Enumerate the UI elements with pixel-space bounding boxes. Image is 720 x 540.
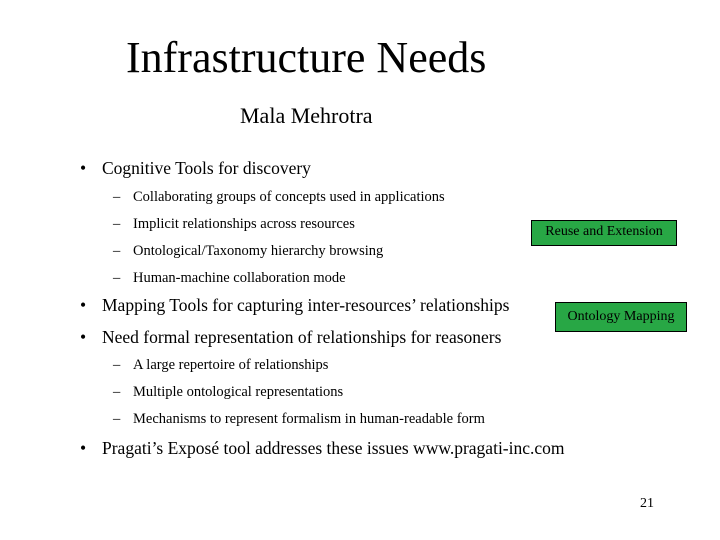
bullet-text: Need formal representation of relationships for reasoners [102, 327, 502, 347]
sub-item-text: Mechanisms to represent formalism in human-readable form [133, 411, 485, 427]
sub-item [113, 409, 485, 429]
bullet-item [80, 157, 311, 179]
dash-glyph: – [113, 243, 121, 259]
sub-item [113, 382, 344, 402]
bullet-item [80, 326, 502, 348]
sub-item [113, 355, 329, 375]
sub-item [113, 187, 445, 207]
sub-item [113, 214, 355, 234]
dash-glyph: – [113, 411, 121, 427]
bullet-text: Cognitive Tools for discovery [102, 158, 311, 178]
dash-glyph: – [113, 216, 121, 232]
bullet-item [80, 294, 510, 316]
bullet-glyph: • [80, 158, 87, 178]
slide-author: Mala Mehrotra [240, 103, 373, 128]
bullet-glyph: • [80, 295, 87, 315]
bullet-glyph: • [80, 438, 87, 458]
ontology-mapping-callout: Ontology Mapping [555, 302, 687, 332]
dash-glyph: – [113, 189, 121, 205]
sub-item-text: A large repertoire of relationships [133, 357, 329, 373]
reuse-extension-callout: Reuse and Extension [531, 220, 677, 246]
page-number: 21 [640, 496, 654, 511]
bullet-text: Mapping Tools for capturing inter-resources’ relationships [102, 295, 510, 315]
sub-item [113, 268, 346, 288]
dash-glyph: – [113, 384, 121, 400]
bullet-text: Pragati’s Exposé tool addresses these issues www.pragati-inc.com [102, 438, 565, 458]
sub-item-text: Implicit relationships across resources [133, 216, 355, 232]
sub-item-text: Human-machine collaboration mode [133, 270, 346, 286]
dash-glyph: – [113, 270, 121, 286]
sub-item-text: Ontological/Taxonomy hierarchy browsing [133, 243, 384, 259]
bullet-glyph: • [80, 327, 87, 347]
sub-item [113, 241, 384, 261]
slide-title: Infrastructure Needs [126, 33, 487, 82]
bullet-item [80, 437, 565, 459]
sub-item-text: Multiple ontological representations [133, 384, 344, 400]
dash-glyph: – [113, 357, 121, 373]
sub-item-text: Collaborating groups of concepts used in applications [133, 189, 445, 205]
